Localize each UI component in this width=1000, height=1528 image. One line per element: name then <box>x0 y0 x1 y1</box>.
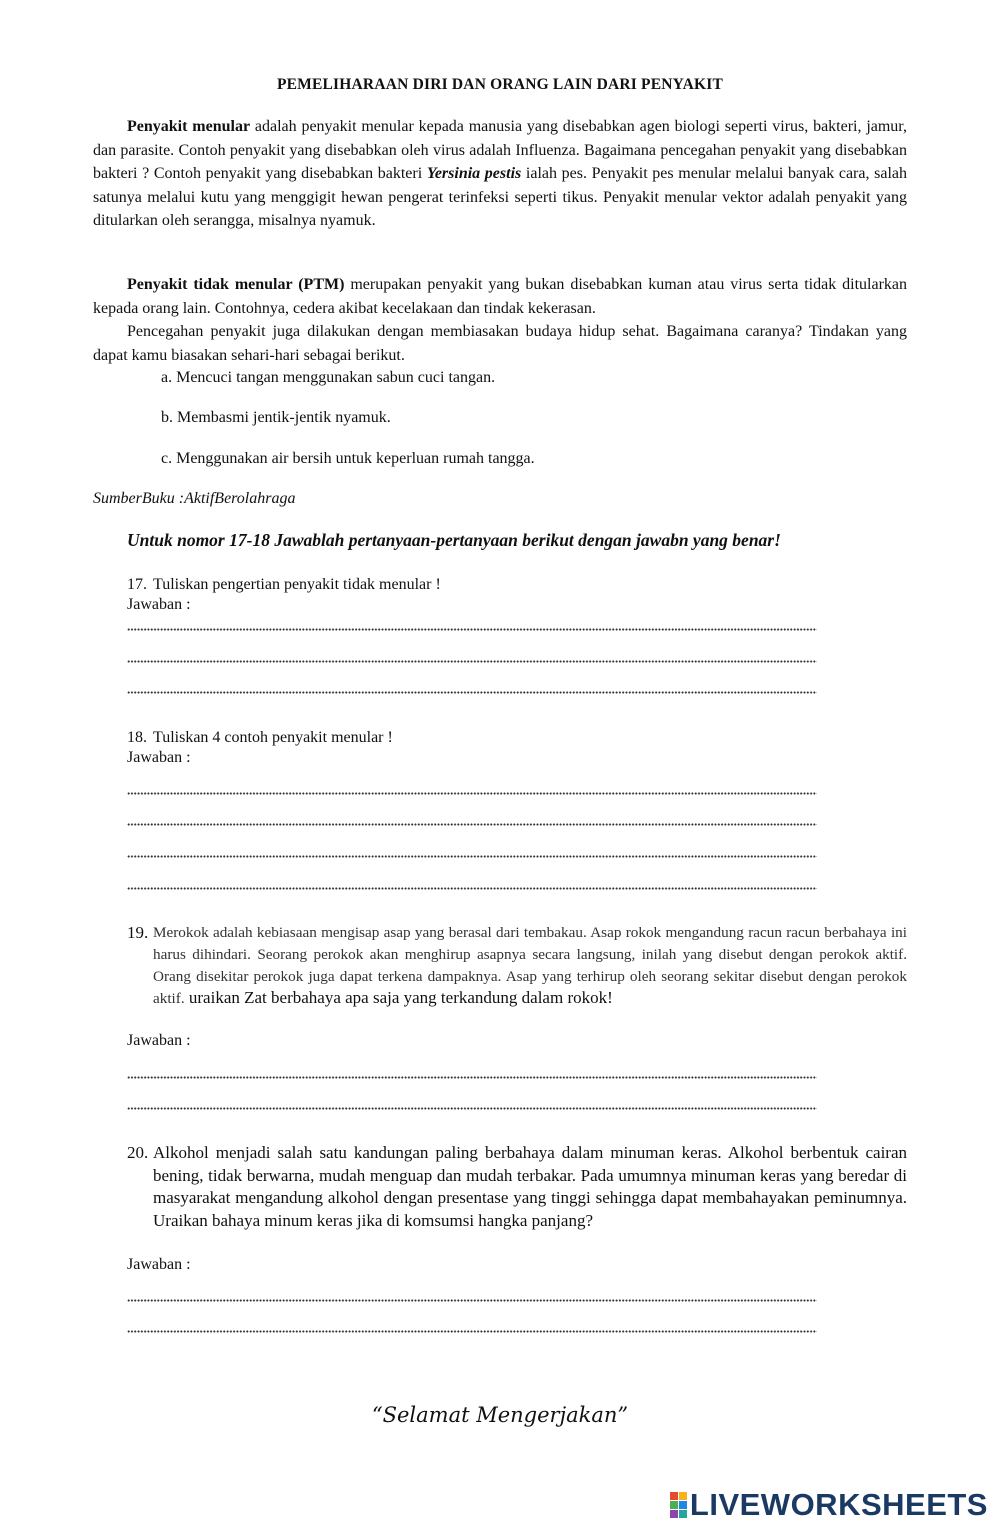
question-text: Tuliskan 4 contoh penyakit menular ! <box>153 729 393 746</box>
answer-line[interactable] <box>127 628 817 631</box>
paragraph-ptm: Penyakit tidak menular (PTM) merupakan penyakit yang bukan disebabkan kuman atau virus serta tidak ditularkan kepada orang lain. Contohnya, cedera akibat kecelakaan dan tindak kekerasan. <box>93 276 907 317</box>
question-text: Merokok adalah kebiasaan mengisap asap yang berasal dari tembakau. Asap rokok mengandung racun racun berbahaya ini harus dihindari. Seorang perokok akan menghirup asapnya secara langsung, inilah yang disebut dengan perokok aktif. Orang disekitar perokok juga dapat terkena dampaknya. Asap yang terhirup oleh seorang sekitar disebut dengan perokok aktif. <box>153 924 907 1008</box>
term-penyakit-menular: Penyakit menular <box>127 118 251 135</box>
paragraph-pencegahan: Pencegahan penyakit juga dilakukan dengan membiasakan budaya hidup sehat. Bagaimana caranya? Tindakan yang dapat kamu biasakan sehari-hari sebagai berikut. <box>93 323 907 364</box>
instruction: Untuk nomor 17-18 Jawablah pertanyaan-pertanyaan berikut dengan jawabn yang benar! <box>127 530 781 550</box>
question-text: Alkohol menjadi salah satu kandungan paling berbahaya dalam minuman keras. Alkohol berbentuk cairan bening, tidak berwarna, mudah menguap dan mudah terbakar. Pada umumnya minuman keras yang beredar di masyarakat mengandung alkohol dengan presentase yang tinggi sehingga dapat membahayakan peminumnya. Uraikan bahaya minum keras jika di komsumsi hangka panjang? <box>153 1143 907 1230</box>
question-number: 19. <box>127 923 149 942</box>
question-20 <box>127 1142 907 1232</box>
liveworksheets-logo <box>670 1486 988 1524</box>
term-yersinia-pestis: Yersinia pestis <box>426 165 522 183</box>
term-ptm: Penyakit tidak menular (PTM) <box>127 276 345 293</box>
source-citation: SumberBuku :AktifBerolahraga <box>93 490 296 507</box>
answer-label: Jawaban : <box>127 596 191 613</box>
closing-message: “Selamat Mengerjakan” <box>371 1403 629 1427</box>
answer-line[interactable] <box>127 660 817 663</box>
answer-line[interactable] <box>127 691 817 694</box>
list-item: a. Mencuci tangan menggunakan sabun cuci tangan. <box>161 369 496 386</box>
question-number: 20. <box>127 1143 149 1162</box>
answer-line[interactable] <box>127 1299 817 1302</box>
answer-line[interactable] <box>127 1076 817 1079</box>
answer-label: Jawaban : <box>127 1032 191 1049</box>
answer-line[interactable] <box>127 1330 817 1333</box>
question-prompt: uraikan Zat berbahaya apa saja yang terkandung dalam rokok! <box>184 988 613 1008</box>
list-item: b. Membasmi jentik-jentik nyamuk. <box>161 409 391 426</box>
question-17 <box>127 574 907 596</box>
answer-line[interactable] <box>127 887 817 890</box>
answer-label: Jawaban : <box>127 1256 191 1273</box>
answer-line[interactable] <box>127 823 817 826</box>
answer-line[interactable] <box>127 1107 817 1110</box>
list-item: c. Menggunakan air bersih untuk keperluan rumah tangga. <box>161 450 535 467</box>
paragraph-penyakit-menular: Penyakit menular adalah penyakit menular kepada manusia yang disebabkan agen biologi seperti virus, bakteri, jamur, dan parasite. Contoh penyakit yang disebabkan oleh virus adalah Influenza. Bagaimana pencegahan penyakit yang disebabkan bakteri ? Contoh penyakit yang disebabkan bakteri Yersinia pestis ialah pes. Penyakit pes menular melalui banyak cara, salah satunya melalui kutu yang menggigit hewan pengerat terinfeksi seperti tikus. Penyakit menular vektor adalah penyakit yang ditularkan oleh serangga, misalnya nyamuk. <box>93 118 908 230</box>
question-number: 17. <box>127 576 147 593</box>
question-19 <box>127 922 907 1010</box>
answer-line[interactable] <box>127 792 817 795</box>
question-number: 18. <box>127 729 147 746</box>
question-18 <box>127 727 907 749</box>
page-title: PEMELIHARAAN DIRI DAN ORANG LAIN DARI PENYAKIT <box>276 76 724 93</box>
answer-line[interactable] <box>127 855 817 858</box>
brand-name: LIVEWORKSHEETS <box>689 1487 988 1522</box>
answer-label: Jawaban : <box>127 749 191 766</box>
liveworksheets-logo-icon <box>670 1492 687 1518</box>
question-text: Tuliskan pengertian penyakit tidak menular ! <box>153 576 441 593</box>
